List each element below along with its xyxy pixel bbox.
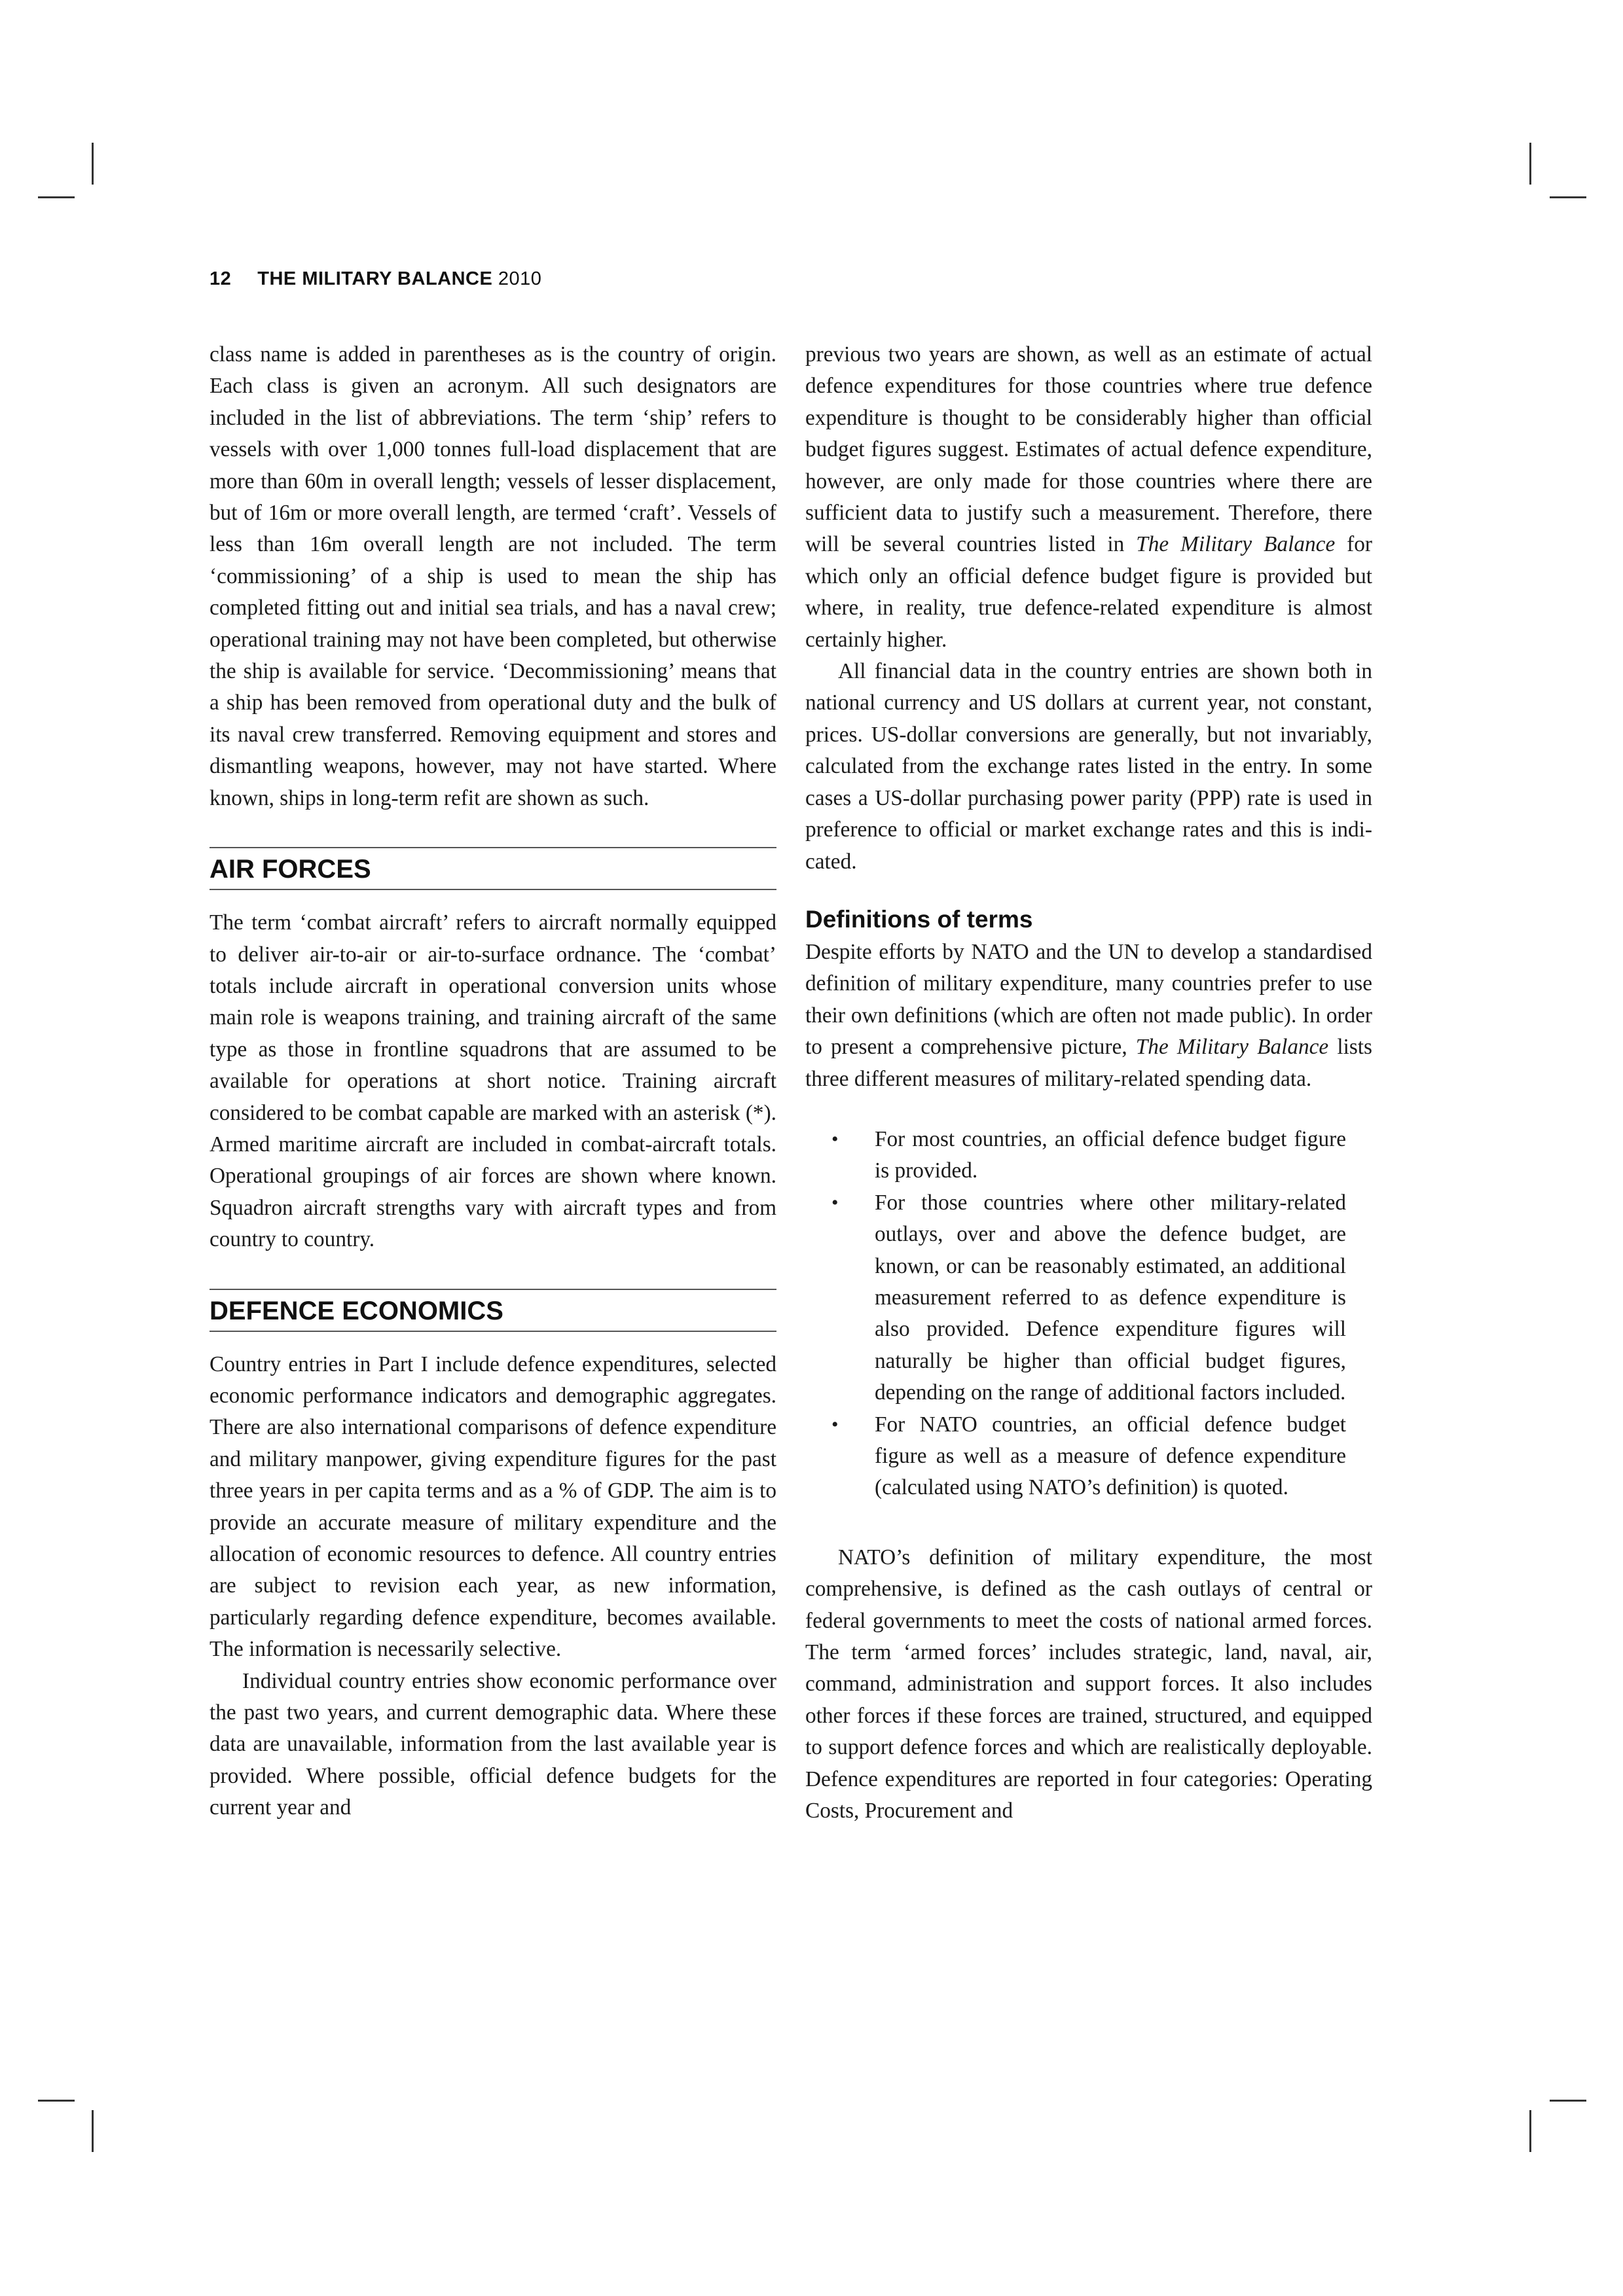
paragraph-nato-definition: NATO’s definition of military expenditure, the most comprehensive, is defined as the cash outlays of central or federal governments to meet the costs of national armed forces. The term ‘armed forces’ includes strategic, land, naval, air, command, administration and support forces. It also includes other forces if these forces are trained, structured, and equipped to support defence forces and which are realistically deployable. Defence expenditures are reported in four categories: Operating Costs, Procurement and: [805, 1545, 1372, 1823]
paragraph-definitions: Despite efforts by NATO and the UN to develop a standardised definition of military expenditure, many countries prefer to use their own definitions (which are often not made public). In order to present a comprehensive picture, The Military Balance lists three different measures of military-related spending data.: [805, 939, 1372, 1091]
paragraph-previous-years: previous two years are shown, as well as an estimate of actual defence expenditures for those countries where true defence expenditure is thought to be considerably higher than official budget figures suggest. Estimates of actual defence expenditure, however, are only made for those countries where there are sufficient data to justify such a measurement. Therefore, there will be several countries listed in The Military Balance for which only an official defence budget figure is provided but where, in reality, true defence-related expenditure is almost certainly higher.: [805, 342, 1372, 652]
crop-mark: [92, 143, 94, 185]
list-item: • For most countries, an official defence budget figure is provided.: [875, 1124, 1346, 1187]
crop-mark: [1550, 2100, 1586, 2102]
right-column: [805, 339, 1372, 1827]
heading-defence-economics: DEFENCE ECONOMICS: [210, 1289, 776, 1332]
list-item: • For NATO countries, an official defence budget figure as well as a measure of defence expenditure (calculated using NATO’s definition) is quoted.: [875, 1409, 1346, 1504]
publication-year: 2010: [498, 268, 542, 289]
crop-mark: [1550, 196, 1586, 198]
crop-mark: [1529, 143, 1531, 185]
crop-mark: [38, 2100, 75, 2102]
crop-mark: [92, 2110, 94, 2152]
list-item: • For those countries where other military-related outlays, over and above the defence budget, are known, or can be reasonably estimated, an additional measurement referred to as defence expenditure is also provided. Defence expenditure figures will naturally be higher than official budget figures, depending on the range of additional factors included.: [875, 1187, 1346, 1409]
measures-bullet-list: [805, 1124, 1346, 1504]
running-header: [210, 268, 541, 290]
crop-mark: [38, 196, 75, 198]
paragraph-defence-economics: Country entries in Part I include defence expenditures, selected economic performance indicators and demographic aggregates. There are also international comparisons of defence expenditure and military manpower, giving expenditure figures for the past three years in per capita terms and as a % of GDP. The aim is to provide an accurate measure of military expenditure and the allocation of economic resources to defence. All country entries are subject to revision each year, as new information, particularly regarding defence expenditure, becomes available. The information is necessarily selective.: [210, 1352, 776, 1662]
crop-mark: [1529, 2110, 1531, 2152]
bullet-icon: •: [831, 1191, 839, 1213]
heading-air-forces: AIR FORCES: [210, 847, 776, 890]
paragraph-air-forces: The term ‘combat aircraft’ refers to aircraft normally equipped to deliver air-to-air or air-to-surface ordnance. The ‘combat’ totals include aircraft in operational conversion units whose main role is weapons training, and training aircraft of the same type as those in frontline squadrons that are assumed to be available for operations at short notice. Training aircraft considered to be combat capable are marked with an asterisk (*). Armed maritime aircraft are included in combat-aircraft totals. Operational groupings of air forces are shown where known. Squadron aircraft strengths vary with aircraft types and from country to country.: [210, 910, 776, 1252]
paragraph-country-entries: Individual country entries show economic performance over the past two years, and current demographic data. Where these data are unavailable, information from the last available year is provided. Where possible, official defence budgets for the current year and: [210, 1668, 776, 1820]
left-column: [210, 339, 776, 1824]
publication-title: THE MILITARY BALANCE: [257, 268, 493, 289]
publication-title-italic: The Military Balance: [1136, 532, 1336, 557]
bullet-icon: •: [831, 1413, 839, 1435]
paragraph-financial-data: All financial data in the country entries are shown both in national currency and US dollars at current year, not constant, prices. US-dollar conversions are generally, but not invariably, calculated from the exchange rates listed in the entry. In some cases a US-dollar purchasing power parity (PPP) rate is used in preference to official or market exchange rates and this is indicated.: [805, 659, 1372, 874]
page-number: 12: [210, 268, 232, 289]
publication-title-italic: The Military Balance: [1135, 1035, 1329, 1060]
bullet-icon: •: [831, 1128, 839, 1150]
paragraph-ship-classes: class name is added in parentheses as is the country of origin. Each class is given an acronym. All such designators are included in the list of abbreviations. The term ‘ship’ refers to vessels with over 1,000 tonnes full-load displacement that are more than 60m in overall length; vessels of lesser displacement, but of 16m or more overall length, are termed ‘craft’. Vessels of less than 16m overall length are not included. The term ‘commissioning’ of a ship is used to mean the ship has completed fitting out and initial sea trials, and has a naval crew; operational training may not have been completed, but otherwise the ship is available for service. ‘Decommissioning’ means that a ship has been removed from operational duty and the bulk of its naval crew transferred. Removing equipment and stores and dismantling weapons, however, may not have started. Where known, ships in long-term refit are shown as such.: [210, 342, 776, 810]
heading-definitions-of-terms: Definitions of terms: [805, 905, 1033, 933]
